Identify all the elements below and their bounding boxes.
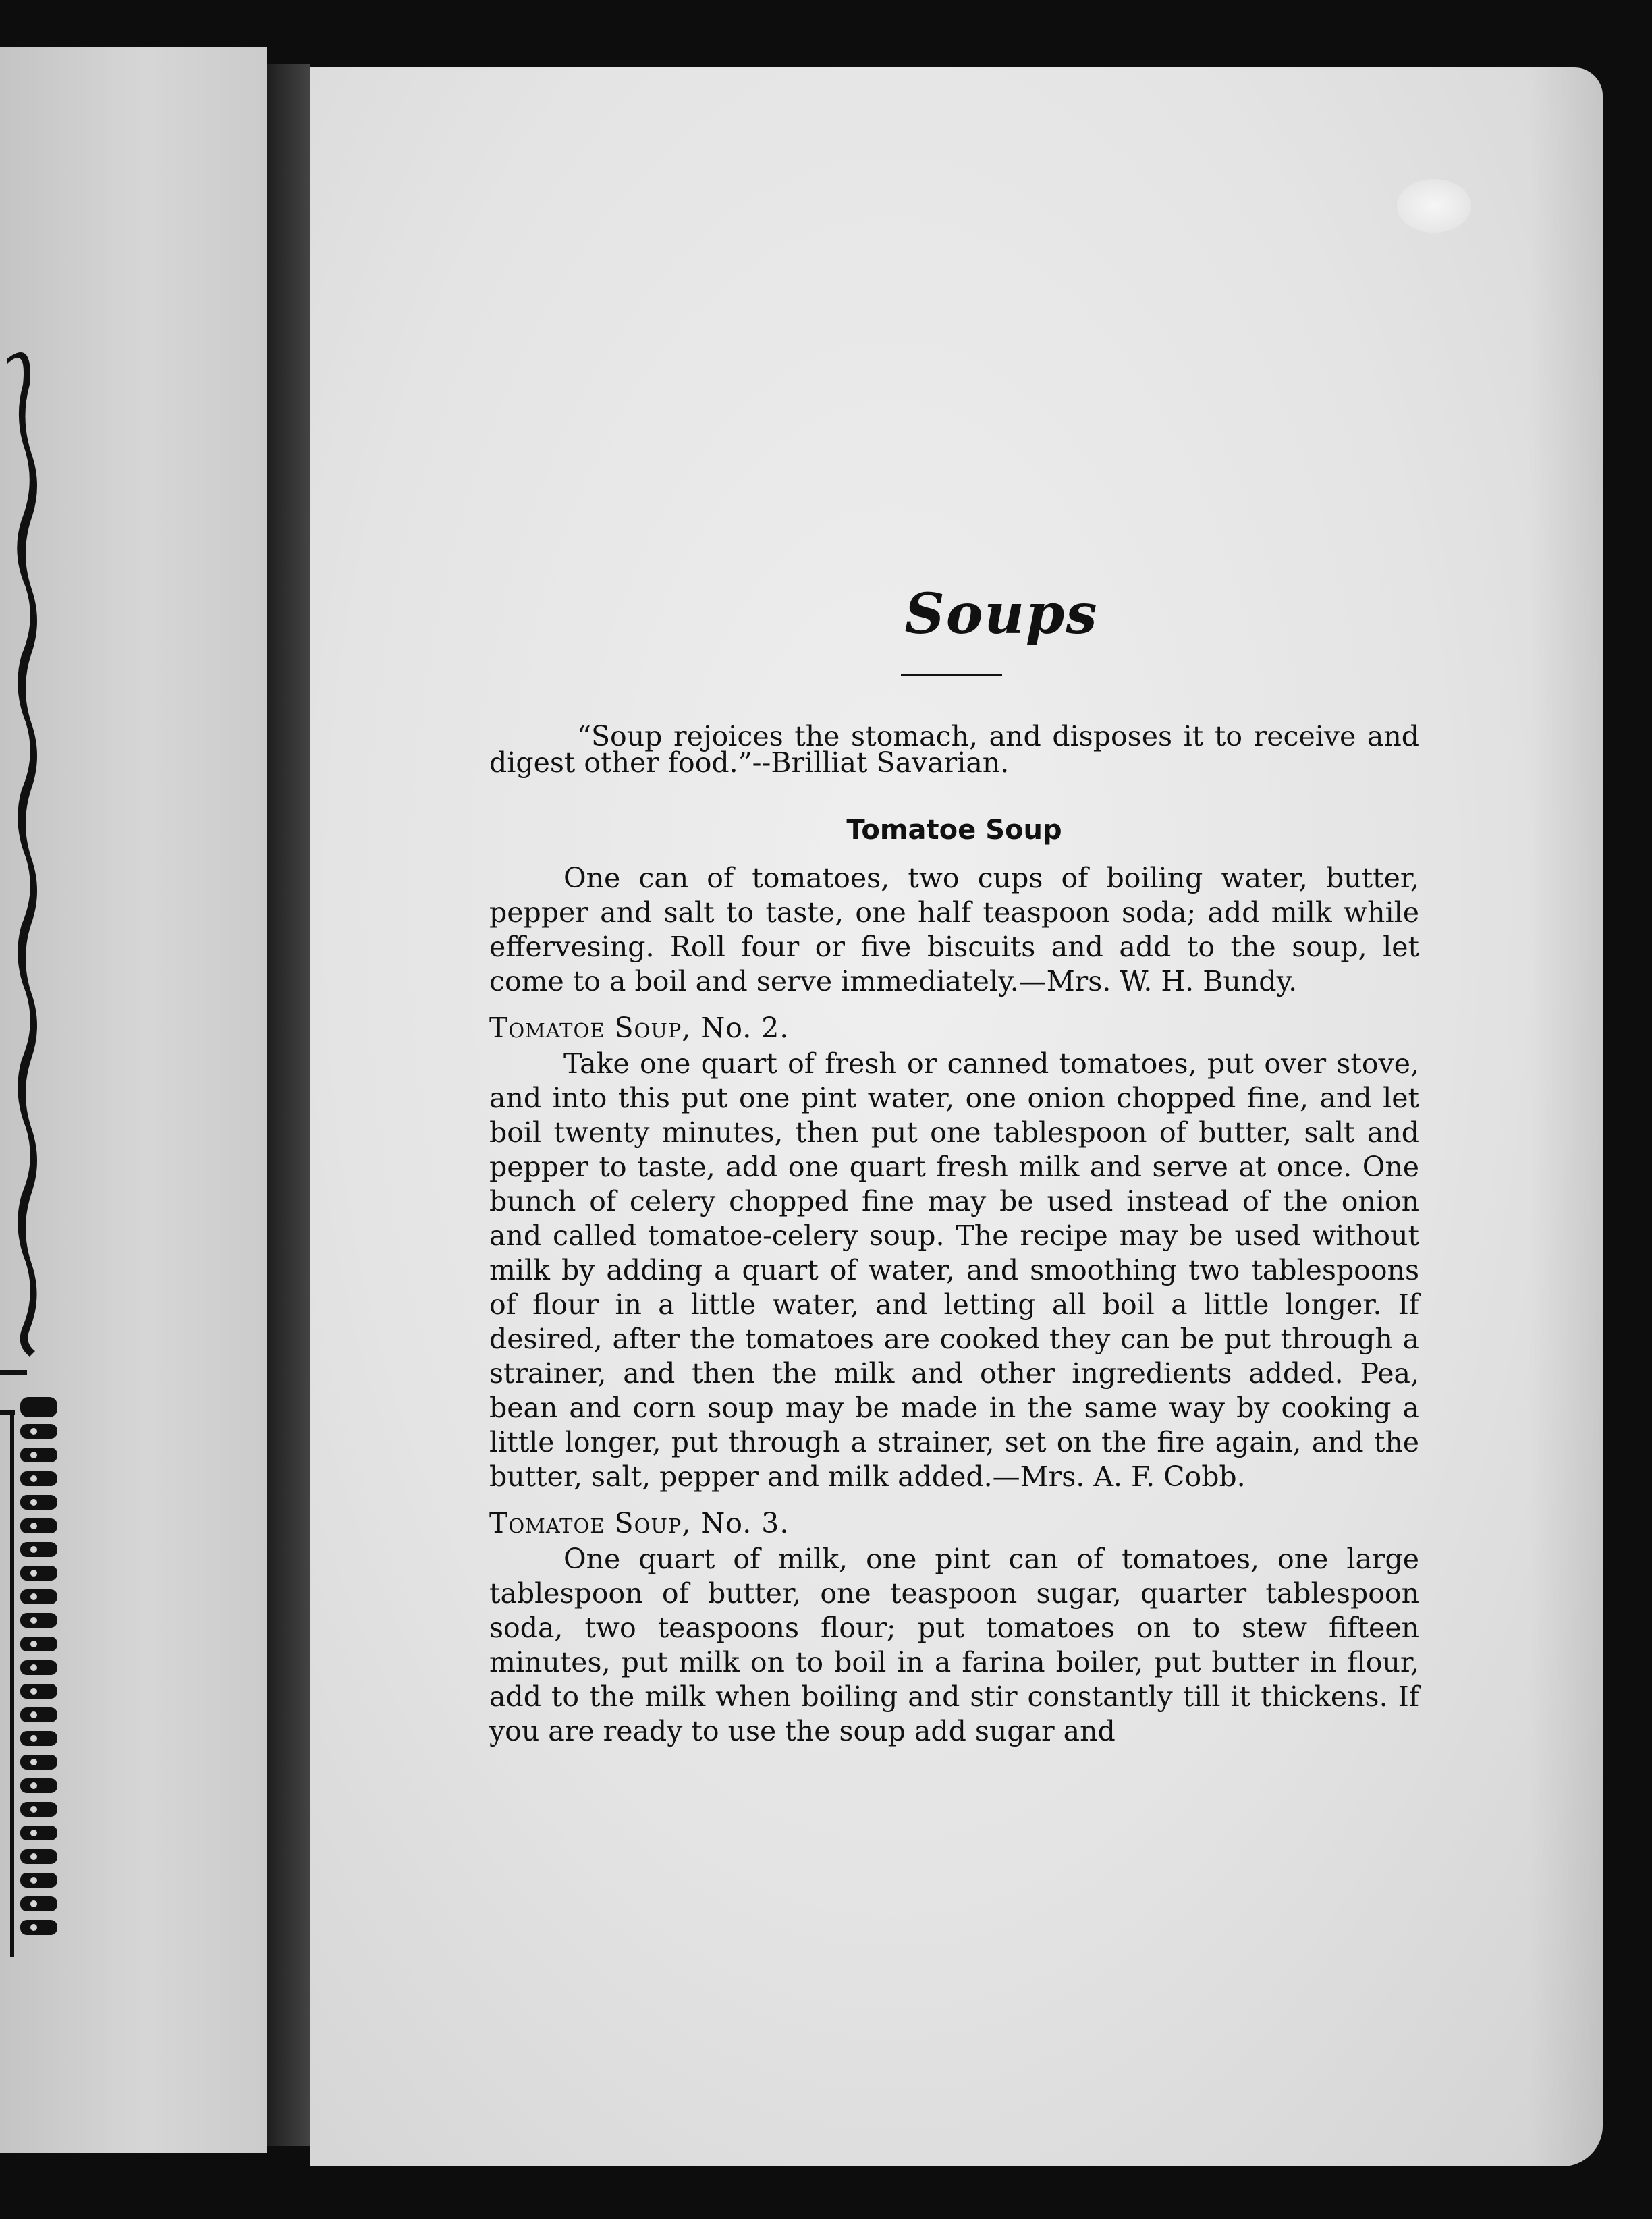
recipe-title-caps: Tomatoe Soup [489,1507,682,1539]
facing-page [0,47,267,2153]
recipe-title [489,1506,1419,1541]
recipe-title-number: , No. 3. [682,1507,790,1539]
page-edge-shadow [1529,67,1603,2166]
page-title: Soups [904,582,1099,647]
book-spine [267,64,310,2146]
section-heading: Tomatoe Soup [846,815,1062,846]
paper-stain [1397,179,1471,233]
recipe-title-caps: Tomatoe Soup [489,1012,682,1044]
recipe-text: One quart of milk, one pint can of tomatoes, one large tablespoon of butter, one teaspoon sugar, quarter tablespoon soda, two teaspoons flour; put tomatoes on to stew fifteen minutes, put milk on to boil in a farina boiler, put butter in flour, add to the milk when boiling and stir constantly till it thickens. If you are ready to use the soup add sugar and [489,1543,1419,1747]
recipe-text: One can of tomatoes, two cups of boiling water, butter, pepper and salt to taste, one half teaspoon soda; add milk while effervesing. Roll four or five biscuits and add to the soup, let come to a boil and serve immediately.—Mrs. W. H. Bundy. [489,862,1419,997]
recipe-title-number: , No. 2. [682,1012,790,1044]
recipe-title [489,1011,1419,1045]
ornamental-border-icon [0,304,88,1957]
epigraph: “Soup rejoices the stomach, and disposes it to receive and digest other food.”--Brilliat Savarian. [489,720,1419,779]
title-rule [901,674,1002,676]
recipe-text: Take one quart of fresh or canned tomatoes, put over stove, and into this put one pint water, one onion chopped fine, and let boil twenty minutes, then put one tablespoon of butter, salt and pepper to taste, add one quart fresh milk and serve at once. One bunch of celery chopped fine may be used instead of the onion and called tomatoe-celery soup. The recipe may be used without milk by adding a quart of water, and smoothing two tablespoons of flour in a little water, and letting all boil a little longer. If desired, after the tomatoes are cooked they can be put through a strainer, and then the milk and other ingredients added. Pea, bean and corn soup may be made in the same way by cooking a little longer, put through a strainer, set on the fire again, and the butter, salt, pepper and milk added.—Mrs. A. F. Cobb. [489,1047,1419,1493]
page-content [489,580,1419,1761]
